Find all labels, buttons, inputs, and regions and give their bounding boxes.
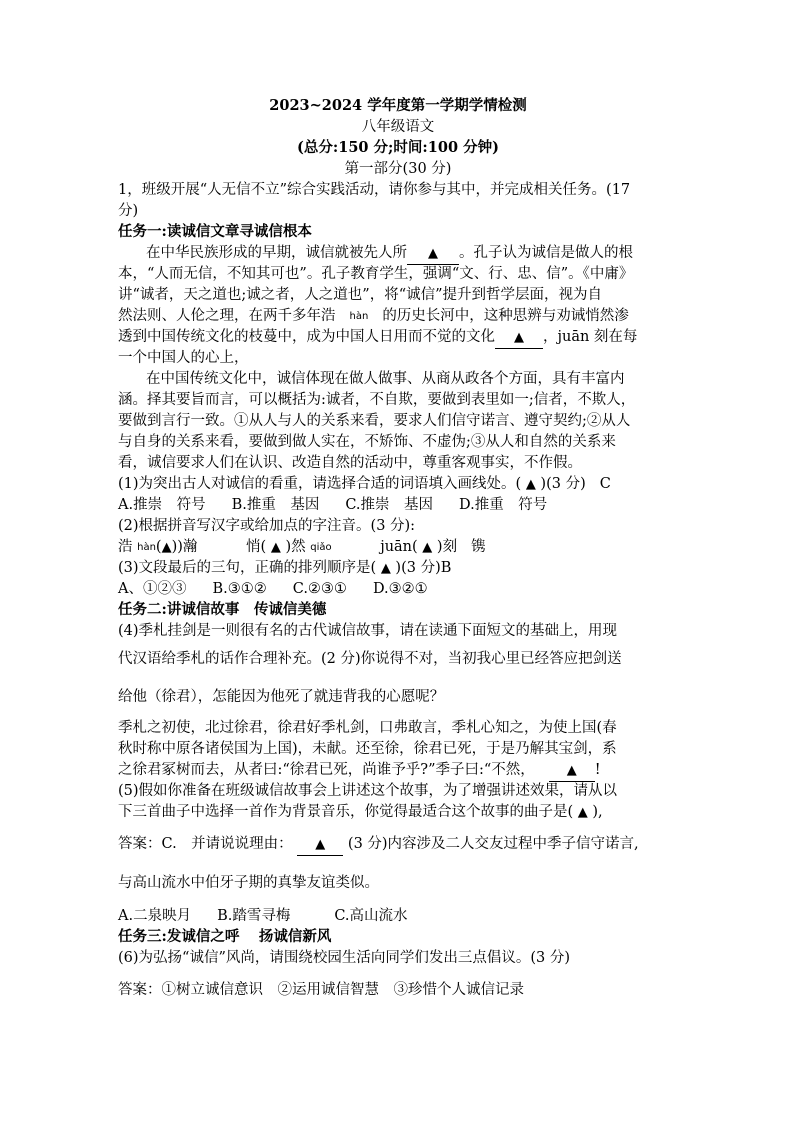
q1-intro-cont: 分) (118, 203, 139, 219)
sub1-options (118, 495, 547, 515)
sub4-line2: 代汉语给季札的话作合理补充。(2 分)你说得不对，当初我心里已经答应把剑送 (118, 651, 622, 667)
option-b[interactable]: B.踏雪寻梅 (217, 908, 291, 924)
answer-mark[interactable]: ▲ (270, 540, 281, 555)
option-c[interactable]: C.推崇 基因 (345, 497, 434, 513)
sub1-answer: C (599, 476, 611, 492)
task1-title: 任务一:读诚信文章寻诚信根本 (118, 223, 312, 240)
p1-line3: 讲“诚者，天之道也;诚之者，人之道也”，将“诚信”提升到哲学层面，视为自 (118, 287, 603, 303)
p1-line1: 在中华民族形成的早期，诚信就被先人所 ▲ 。孔子认为诚信是做人的根 (146, 243, 633, 265)
option-d[interactable]: D.推重 符号 (459, 497, 548, 513)
sub1-question: (1)为突出古人对诚信的看重，请选择合适的词语填入画线处。( ▲ )(3 分) C (118, 476, 611, 492)
sub3-options (118, 579, 428, 599)
p1-line6: 一个中国人的心上， (118, 350, 249, 366)
option-a[interactable]: A.推崇 符号 (118, 497, 206, 513)
sub4-answer: 给他（徐君），怎能因为他死了就违背我的心愿呢？ (118, 689, 445, 705)
p1-line4: 然法则、人伦之理，在两千多年浩 hàn 的历史长河中，这种思辨与劝诫悄然渗 (118, 308, 629, 324)
p1-line5: 透到中国传统文化的枝蔓中，成为中国人日用而不觉的文化 ▲ ，juān 刻在每 (118, 327, 637, 349)
sub2-answer: 镌 (471, 539, 486, 555)
sub6-answer: 答案：①树立诚信意识 ②运用诚信智慧 ③珍惜个人诚信记录 (118, 982, 524, 998)
sub2-question: (2)根据拼音写汉字或给加点的字注音。(3 分): (118, 518, 416, 534)
option-b[interactable]: B.推重 基因 (231, 497, 320, 513)
option-a[interactable]: A、①②③ (118, 581, 187, 597)
sub5-answer: 答案：C. 并请说说理由： ▲ (3 分)内容涉及二人交友过程中季子信守诺言, (118, 834, 639, 856)
answer-mark[interactable]: ▲ (380, 561, 391, 576)
p2-line4: 与自身的关系来看，要做到做人实在，不矫饰、不虚伪;③从人和自然的关系来 (118, 434, 616, 450)
p2-line1: 在中国传统文化中，诚信体现在做人做事、从商从政各个方面，具有丰富内 (146, 371, 625, 387)
sub6-question: (6)为弘扬“诚信”风尚，请围绕校园生活向同学们发出三点倡议。(3 分) (118, 950, 571, 966)
exam-title: 2023~2024 学年度第一学期学情检测 (269, 97, 527, 114)
story-line2: 秋时称中原各诸侯国为上国)，未献。还至徐，徐君已死，于是乃解其宝剑，系 (118, 741, 617, 757)
blank-1[interactable]: ▲ (407, 243, 459, 265)
blank-3[interactable]: ▲ (549, 760, 595, 782)
option-a[interactable]: A.二泉映月 (118, 908, 192, 924)
answer-mark[interactable]: ▲ (422, 540, 433, 555)
sub5-answer-cont: 与高山流水中伯牙子期的真挚友谊类似。 (118, 875, 379, 891)
answer-mark[interactable]: ▲ (161, 540, 172, 555)
story-line3: 之徐君冢树而去，从者曰:“徐君已死，尚谁予乎?”季子曰:“不然， ▲ ! (118, 760, 601, 782)
exam-info: (总分:150 分;时间:100 分钟) (297, 139, 499, 156)
sub4-line1: (4)季札挂剑是一则很有名的古代诚信故事，请在读通下面短文的基础上，用现 (118, 623, 618, 639)
sub5-line2: 下三首曲子中选择一首作为背景音乐，你觉得最适合这个故事的曲子是( ▲ ), (118, 804, 603, 820)
sub2-items: 浩 hàn(▲))瀚 悄( ▲ )然 qiǎo juān( ▲ )刻 镌 (118, 539, 486, 555)
sub5-line1: (5)假如你准备在班级诚信故事会上讲述这个故事，为了增强讲述效果，请从以 (118, 783, 618, 799)
option-d[interactable]: D.③②① (372, 581, 428, 597)
part-title: 第一部分(30 分) (344, 161, 452, 177)
exam-subject: 八年级语文 (361, 119, 435, 135)
task3-title: 任务三:发诚信之呼 扬诚信新风 (118, 928, 332, 945)
answer-mark[interactable]: ▲ (525, 477, 536, 492)
q1-intro: 1，班级开展“人无信不立”综合实践活动，请你参与其中，并完成相关任务。(17 (118, 182, 631, 198)
blank-4[interactable]: ▲ (297, 834, 343, 856)
p2-line2: 涵。择其要旨而言，可以概括为:诚者，不自欺，要做到表里如一;信者，不欺人， (118, 392, 636, 408)
task2-title: 任务二:讲诚信故事 传诚信美德 (118, 601, 327, 618)
answer-mark[interactable]: ▲ (577, 805, 588, 820)
option-c[interactable]: C.高山流水 (334, 908, 408, 924)
blank-2[interactable]: ▲ (495, 327, 543, 349)
story-line1: 季札之初使，北过徐君，徐君好季札剑，口弗敢言，季札心知之，为使上国(春 (118, 720, 617, 736)
p2-line5: 看，诚信要求人们在认识、改造自然的活动中，尊重客观事实，不作假。 (118, 455, 582, 471)
p1-line2: 本，“人而无信，不知其可也”。孔子教育学生，强调“文、行、忠、信”。《中庸》 (118, 266, 634, 282)
p2-line3: 要做到言行一致。①从人与人的关系来看，要求人们信守诺言、遵守契约;②从人 (118, 413, 631, 429)
sub5-options (118, 906, 408, 926)
sub3-question: (3)文段最后的三句，正确的排列顺序是( ▲ )(3 分)B (118, 560, 452, 576)
option-c[interactable]: C.②③① (292, 581, 347, 597)
option-b[interactable]: B.③①② (212, 581, 267, 597)
